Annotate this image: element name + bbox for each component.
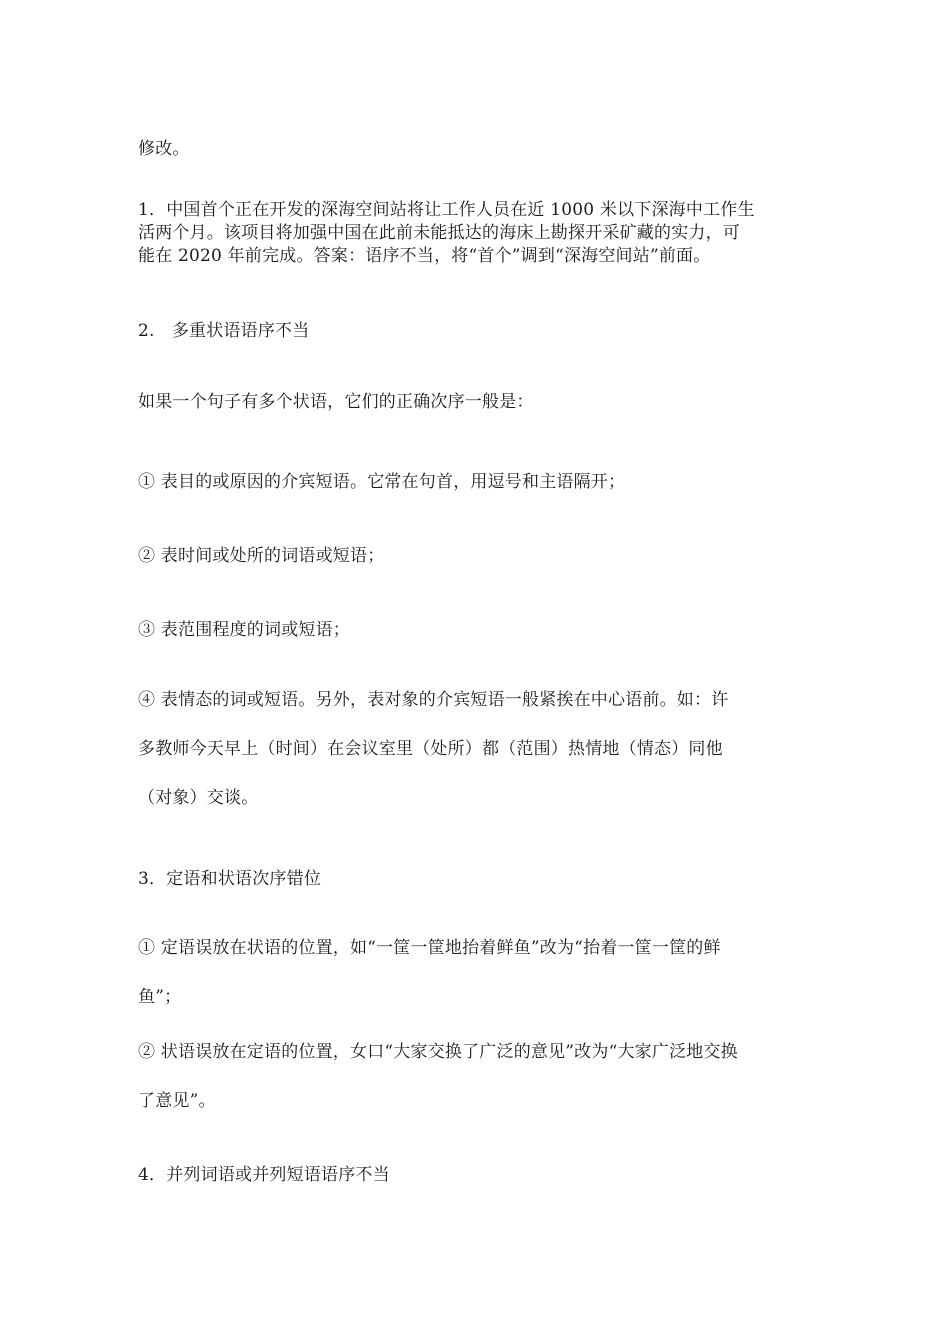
section-heading: 4．并列词语或并列短语语序不当 [138, 1165, 390, 1185]
list-item: ③ 表范围程度的词或短语； [138, 620, 351, 640]
section-heading: 2. 多重状语语序不当 [138, 321, 310, 341]
list-item: ② 状语误放在定语的位置，女口“大家交换了广泛的意见”改为“大家广泛地交换 [138, 1042, 738, 1062]
text-line: 了意见”。 [138, 1091, 216, 1111]
list-item: ② 表时间或处所的词语或短语； [138, 546, 385, 566]
text-line: （对象）交谈。 [138, 788, 259, 808]
list-item: ① 定语误放在状语的位置，如“一筐一筐地抬着鲜鱼”改为“抬着一筐一筐的鲜 [138, 938, 721, 958]
section-heading: 3．定语和状语次序错位 [138, 869, 322, 889]
text-line: 鱼”； [138, 987, 182, 1007]
text-line: 修改。 [138, 139, 190, 159]
text-line: 能在 2020 年前完成。答案：语序不当，将“首个”调到“深海空间站”前面。 [138, 246, 711, 266]
text-line: 多教师今天早上（时间）在会议室里（处所）都（范围）热情地（情态）同他 [138, 739, 723, 759]
text-line: 活两个月。该项目将加强中国在此前未能抵达的海床上勘探开采矿藏的实力，可 [138, 223, 740, 243]
text-line: 如果一个句子有多个状语，它们的正确次序一般是： [138, 392, 534, 412]
text-line: 1．中国首个正在开发的深海空间站将让工作人员在近 1000 米以下深海中工作生 [138, 200, 755, 220]
list-item: ④ 表情态的词或短语。另外，表对象的介宾短语一般紧挨在中心语前。如：许 [138, 690, 729, 710]
list-item: ① 表目的或原因的介宾短语。它常在句首，用逗号和主语隔开； [138, 472, 626, 492]
